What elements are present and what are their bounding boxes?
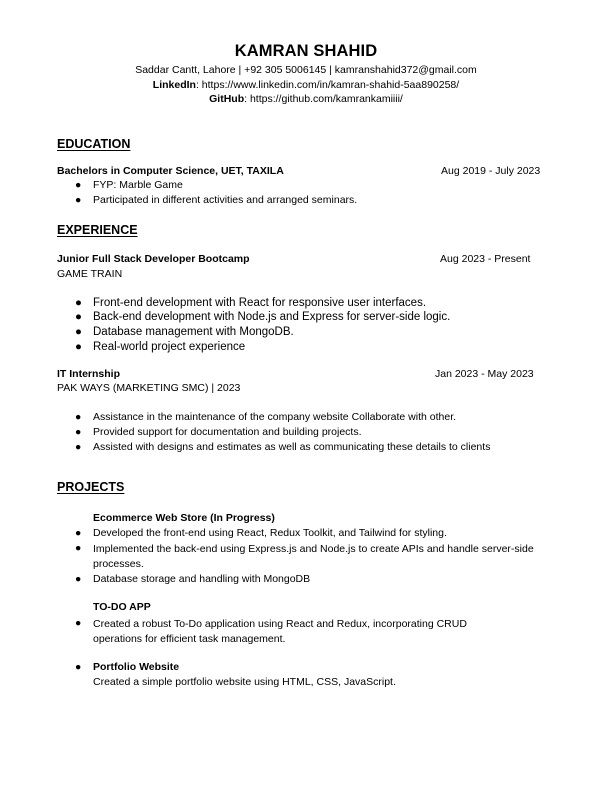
linkedin-url[interactable]: : https://www.linkedin.com/in/kamran-shahid-5aa890258/ [195,79,460,91]
education-dates: Aug 2019 - July 2023 [441,165,541,177]
job-dates: Jan 2023 - May 2023 [435,368,534,380]
github-label: GitHub [209,93,245,105]
bullet-icon: ● [75,542,82,554]
job-dates: Aug 2023 - Present [440,253,531,265]
bullet-icon: ● [75,441,82,453]
job-org: GAME TRAIN [57,268,123,280]
bullet-icon: ● [75,527,82,539]
bullet-icon: ● [75,341,82,353]
list-item: ● Implemented the back-end using Express.js and Node.js to create APIs and handle server-side processes. [75,542,534,570]
list-item: ● Created a robust To-Do application using React and Redux, incorporating CRUD operations for efficient task management. [75,617,467,645]
bullet-icon: ● [75,661,82,673]
bullet-icon: ● [75,326,82,338]
bullet-icon: ● [75,573,82,585]
job-title: IT Internship [57,368,120,380]
education-degree: Bachelors in Computer Science, UET, TAXILA [57,165,284,177]
bullet-icon: ● [75,311,82,323]
bullet-icon: ● [75,426,82,438]
experience-heading: EXPERIENCE [57,223,138,237]
github-url[interactable]: : https://github.com/kamrankamiiii/ [244,93,403,105]
job-org: PAK WAYS (MARKETING SMC) | 2023 [57,382,241,394]
bullet-icon: ● [75,194,82,206]
project-title: Portfolio Website [93,661,180,673]
contact-line: Saddar Cantt, Lahore | +92 305 5006145 | kamranshahid372@gmail.com [135,64,477,76]
linkedin-label: LinkedIn [152,79,196,91]
project-description: Created a simple portfolio website using HTML, CSS, JavaScript. [93,676,396,688]
linkedin-line [0,79,612,91]
job-title: Junior Full Stack Developer Bootcamp [57,253,250,265]
github-line [0,93,612,105]
projects-heading: PROJECTS [57,480,125,494]
bullet-icon: ● [75,617,82,629]
bullet-icon: ● [75,297,82,309]
bullet-icon: ● [75,179,82,191]
bullet-icon: ● [75,411,82,423]
project-title: TO-DO APP [93,601,151,613]
education-heading: EDUCATION [57,137,131,151]
resume-name: KAMRAN SHAHID [234,42,378,60]
project-title: Ecommerce Web Store (In Progress) [93,512,275,524]
